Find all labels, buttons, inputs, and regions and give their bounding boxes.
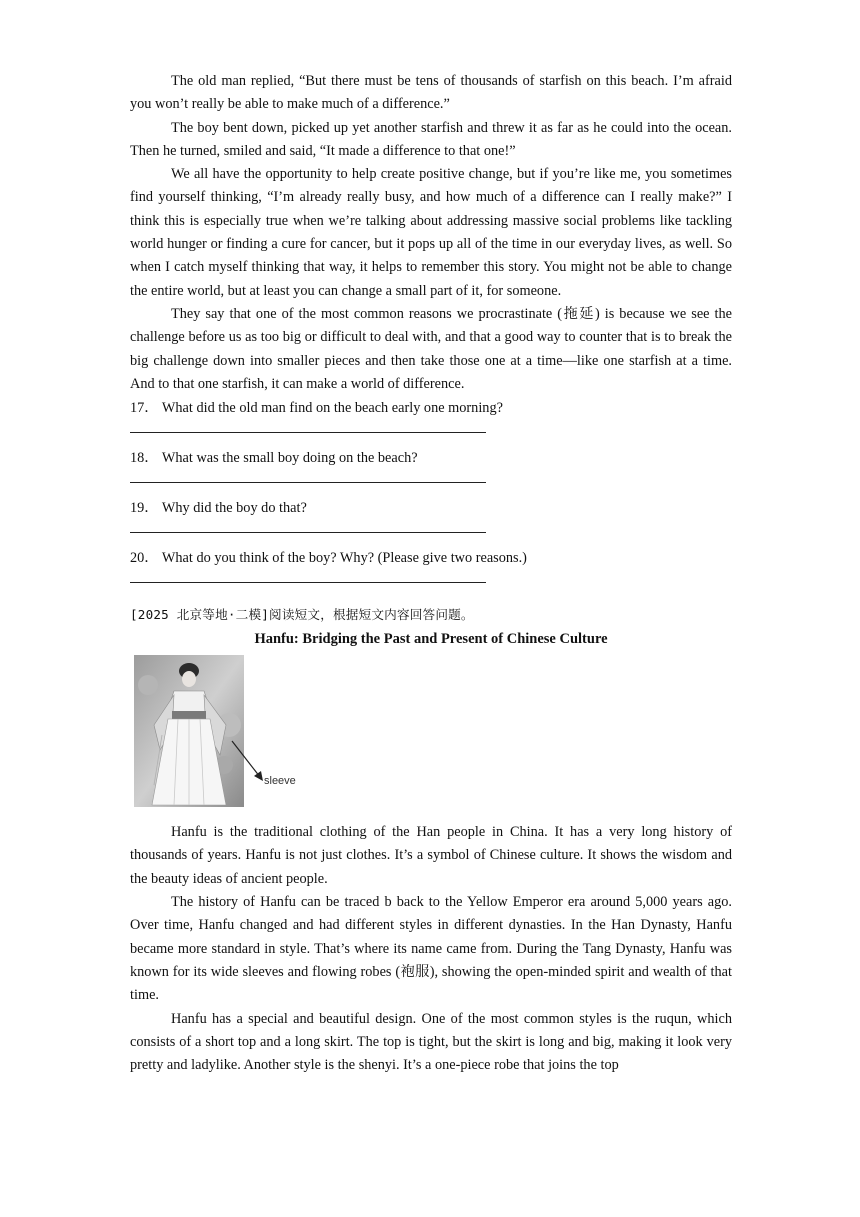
question-text: 17． What did the old man find on the beach early one morning? — [130, 400, 503, 417]
question-text: 20． What do you think of the boy? Why? (Please give two reasons.) — [130, 550, 527, 567]
hanfu-section — [130, 605, 732, 1077]
question-text: 19． Why did the boy do that? — [130, 500, 307, 517]
article-paragraph: Hanfu is the traditional clothing of the Han people in China. It has a very long history of thousands of years. Hanfu is not just clothes. It’s a symbol of Chinese culture. It shows the wisdom and the beauty ideas of ancient people. — [130, 824, 732, 887]
questions-section — [130, 397, 732, 583]
question-item — [130, 397, 732, 433]
question-item — [130, 447, 732, 483]
story-section — [130, 70, 732, 396]
question-item — [130, 547, 732, 583]
answer-line[interactable] — [130, 482, 486, 483]
hanfu-photo — [134, 655, 244, 807]
story-paragraph: The old man replied, “But there must be tens of thousands of starfish on this beach. I’m afraid you won’t really be able to make much of a difference.” — [130, 73, 732, 113]
story-paragraph: We all have the opportunity to help create positive change, but if you’re like me, you sometimes find yourself thinking, “I’m already really busy, and how much of a difference can I really make?” I think this is especially true when we’re talking about addressing massive social problems like tackling world hunger or finding a cure for cancer, but it pops up all of the time in our everyday lives, as well. So when I catch myself thinking that way, it helps to remember this story. You might not be able to change the entire world, but at least you can change a small part of it, for someone. — [130, 166, 732, 299]
article-title: Hanfu: Bridging the Past and Present of Chinese Culture — [254, 631, 608, 648]
answer-line[interactable] — [130, 582, 486, 583]
document-page — [130, 70, 732, 1077]
answer-line[interactable] — [130, 532, 486, 533]
exam-source-line: [2025 北京等地·二模]阅读短文，根据短文内容回答问题。 — [130, 607, 474, 623]
story-paragraph: The boy bent down, picked up yet another starfish and threw it as far as he could into the ocean. Then he turned, smiled and said, “It made a difference to that one!” — [130, 119, 732, 159]
hanfu-figure — [130, 653, 732, 813]
article-paragraph: Hanfu has a special and beautiful design. One of the most common styles is the ruqun, which consists of a short top and a long skirt. The top is tight, but the skirt is long and big, making it look very pretty and ladylike. Another style is the shenyi. It’s a one-piece robe that joins the top — [130, 1010, 732, 1074]
article-paragraph: The history of Hanfu can be traced b back to the Yellow Emperor era around 5,000 years ago. Over time, Hanfu changed and had different styles in different dynasties. In the Han Dynasty, Hanfu became more standard in style. That’s where its name came from. During the Tang Dynasty, Hanfu was known for its wide sleeves and flowing robes (袍服), showing the open-minded spirit and wealth of that time. — [130, 894, 732, 1004]
story-paragraph: They say that one of the most common reasons we procrastinate (拖延) is because we see the challenge before us as too big or difficult to deal with, and that a good way to counter that is to break the big challenge down into smaller pieces and then take those one at a time—like one starfish at a time. And to that one starfish, it can make a world of difference. — [130, 305, 732, 392]
question-text: 18． What was the small boy doing on the beach? — [130, 450, 418, 467]
answer-line[interactable] — [130, 432, 486, 433]
question-item — [130, 497, 732, 533]
sleeve-label: sleeve — [264, 775, 296, 788]
